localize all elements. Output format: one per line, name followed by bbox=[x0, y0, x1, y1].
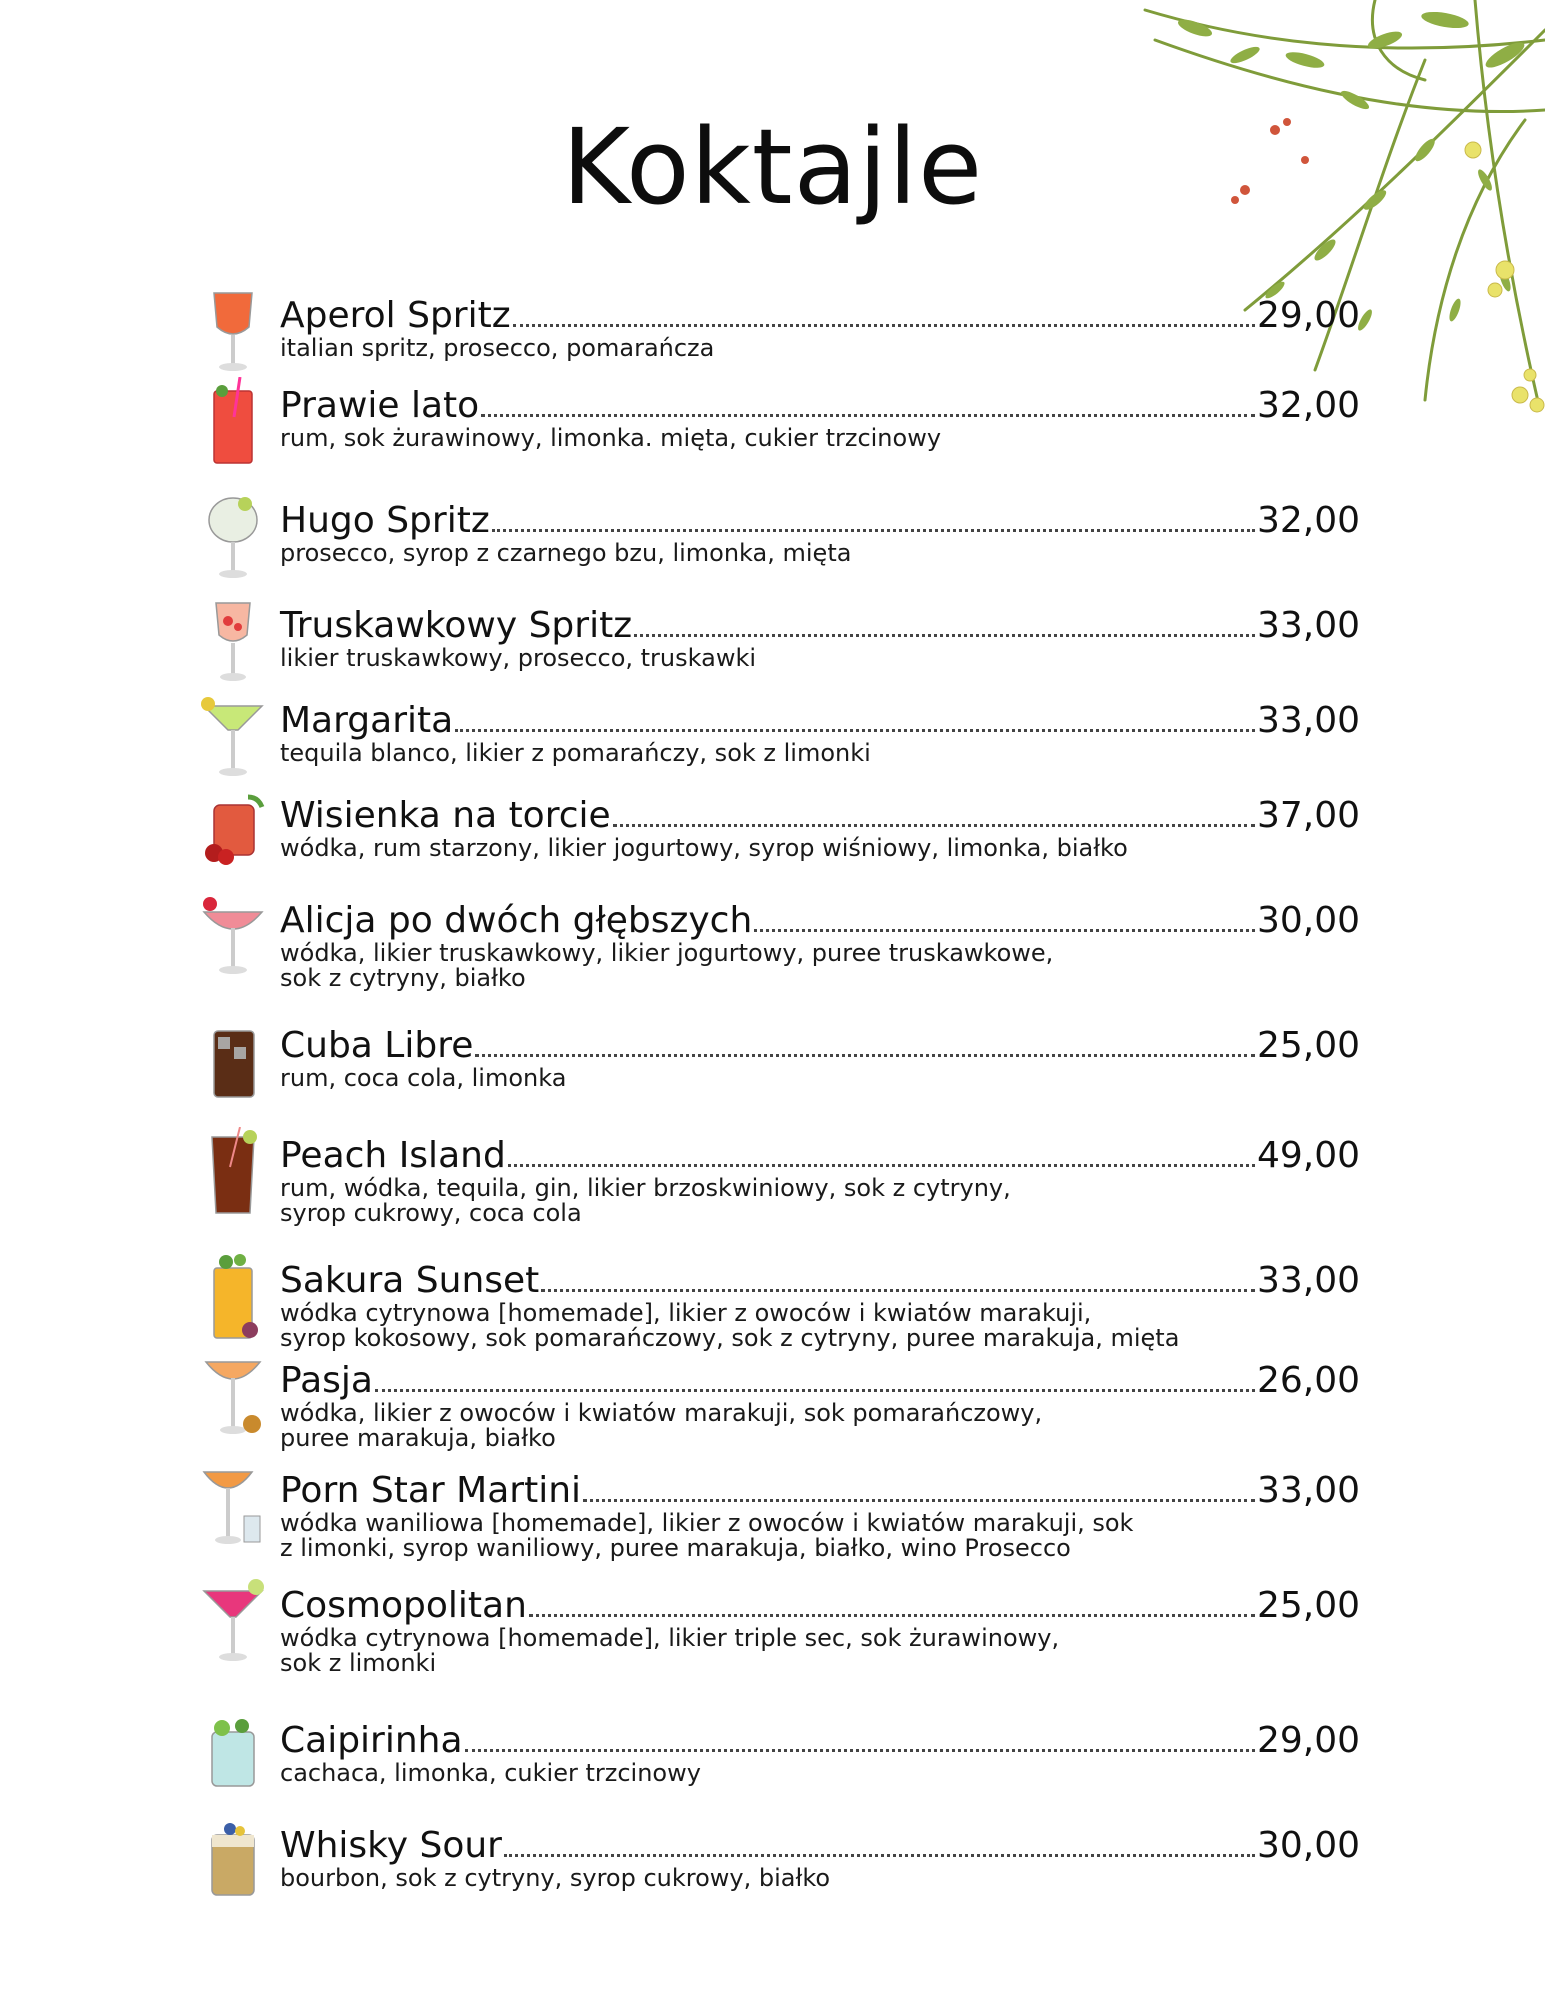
menu-item-description: bourbon, sok z cytryny, syrop cukrowy, białko bbox=[280, 1864, 831, 1893]
menu-item-price: 30,00 bbox=[1256, 900, 1360, 941]
menu-item-header bbox=[280, 900, 1360, 941]
menu-item-price: 29,00 bbox=[1256, 295, 1360, 336]
dot-leader bbox=[613, 820, 1255, 827]
aperol-spritz-glass-icon bbox=[200, 287, 266, 377]
menu-item bbox=[200, 795, 1360, 905]
menu-item-text bbox=[280, 795, 1360, 861]
red-highball-glass-icon bbox=[200, 377, 266, 467]
menu-item-header bbox=[280, 605, 1360, 646]
menu-item-description: wódka, likier truskawkowy, likier jogurtowy, puree truskawkowe, sok z cytryny, białko bbox=[280, 939, 1054, 992]
menu-item bbox=[200, 1825, 1360, 1935]
menu-item-price: 33,00 bbox=[1256, 605, 1360, 646]
menu-item-name: Truskawkowy Spritz bbox=[280, 605, 633, 646]
dot-leader bbox=[504, 1850, 1255, 1857]
menu-item bbox=[200, 1585, 1360, 1695]
menu-item bbox=[200, 605, 1360, 715]
menu-item-price: 32,00 bbox=[1256, 500, 1360, 541]
menu-item-description: italian spritz, prosecco, pomarańcza bbox=[280, 334, 715, 363]
menu-item-price: 33,00 bbox=[1256, 1260, 1360, 1301]
dot-leader bbox=[583, 1495, 1255, 1502]
menu-item-header bbox=[280, 385, 1360, 426]
page-title: Koktajle bbox=[561, 106, 984, 228]
menu-item-description: tequila blanco, likier z pomarańczy, sok z limonki bbox=[280, 739, 871, 768]
menu-item-description: wódka cytrynowa [homemade], likier z owoców i kwiatów marakuji, syrop kokosowy, sok pomarańczowy, sok z cytryny, puree marakuja, mięta bbox=[280, 1299, 1180, 1352]
menu-item-name: Wisienka na torcie bbox=[280, 795, 611, 836]
cuba-libre-glass-icon bbox=[200, 1017, 266, 1107]
menu-item-header bbox=[280, 1585, 1360, 1626]
menu-item-text bbox=[280, 1470, 1360, 1560]
menu-item bbox=[200, 385, 1360, 495]
menu-item bbox=[200, 500, 1360, 610]
menu-item-price: 49,00 bbox=[1256, 1135, 1360, 1176]
menu-item-description: likier truskawkowy, prosecco, truskawki bbox=[280, 644, 757, 673]
menu-item bbox=[200, 1135, 1360, 1245]
menu-item bbox=[200, 1260, 1360, 1370]
menu-item-price: 30,00 bbox=[1256, 1825, 1360, 1866]
menu-item-text bbox=[280, 1135, 1360, 1225]
menu-item bbox=[200, 1470, 1360, 1580]
menu-item-name: Prawie lato bbox=[280, 385, 480, 426]
dot-leader bbox=[508, 1160, 1255, 1167]
menu-item-description: wódka waniliowa [homemade], likier z owoców i kwiatów marakuji, sok z limonki, syrop waniliowy, puree marakuja, białko, wino Prosecco bbox=[280, 1509, 1134, 1562]
menu-item-text bbox=[280, 1720, 1360, 1786]
menu-item-header bbox=[280, 500, 1360, 541]
strawberry-spritz-glass-icon bbox=[200, 597, 266, 687]
menu-item bbox=[200, 900, 1360, 1010]
menu-item-name: Porn Star Martini bbox=[280, 1470, 582, 1511]
menu-item-text bbox=[280, 1360, 1360, 1450]
menu-item-header bbox=[280, 700, 1360, 741]
menu-item-name: Alicja po dwóch głębszych bbox=[280, 900, 753, 941]
menu-item-header bbox=[280, 1260, 1360, 1301]
cosmopolitan-glass-icon bbox=[200, 1577, 266, 1667]
margarita-glass-icon bbox=[200, 692, 266, 782]
menu-item-header bbox=[280, 1360, 1360, 1401]
menu-item-name: Hugo Spritz bbox=[280, 500, 490, 541]
menu-item-name: Pasja bbox=[280, 1360, 373, 1401]
dot-leader bbox=[634, 630, 1255, 637]
tropical-highball-icon bbox=[200, 1252, 266, 1342]
menu-item-text bbox=[280, 1260, 1360, 1350]
dot-leader bbox=[455, 725, 1255, 732]
menu-item-text bbox=[280, 605, 1360, 671]
menu-item-price: 33,00 bbox=[1256, 700, 1360, 741]
menu-item-header bbox=[280, 1825, 1360, 1866]
menu-item-name: Cuba Libre bbox=[280, 1025, 474, 1066]
menu-item-price: 33,00 bbox=[1256, 1470, 1360, 1511]
whisky-sour-glass-icon bbox=[200, 1817, 266, 1907]
menu-item-description: wódka, rum starzony, likier jogurtowy, syrop wiśniowy, limonka, białko bbox=[280, 834, 1128, 863]
menu-item-header bbox=[280, 1025, 1360, 1066]
menu-item-name: Aperol Spritz bbox=[280, 295, 511, 336]
menu-item-name: Whisky Sour bbox=[280, 1825, 502, 1866]
menu-item-description: rum, sok żurawinowy, limonka. mięta, cukier trzcinowy bbox=[280, 424, 942, 453]
menu-item-price: 29,00 bbox=[1256, 1720, 1360, 1761]
hugo-spritz-glass-icon bbox=[200, 492, 266, 582]
menu-item-text bbox=[280, 295, 1360, 361]
menu-item-description: rum, wódka, tequila, gin, likier brzoskwiniowy, sok z cytryny, syrop cukrowy, coca cola bbox=[280, 1174, 1011, 1227]
menu-item-text bbox=[280, 900, 1360, 990]
dot-leader bbox=[375, 1385, 1255, 1392]
dot-leader bbox=[465, 1745, 1255, 1752]
menu-item bbox=[200, 1720, 1360, 1830]
menu-item-description: rum, coca cola, limonka bbox=[280, 1064, 567, 1093]
menu-item-description: wódka cytrynowa [homemade], likier triple sec, sok żurawinowy, sok z limonki bbox=[280, 1624, 1060, 1677]
dot-leader bbox=[492, 525, 1255, 532]
menu-item-description: wódka, likier z owoców i kwiatów marakuji, sok pomarańczowy, puree marakuja, białko bbox=[280, 1399, 1043, 1452]
caipirinha-glass-icon bbox=[200, 1712, 266, 1802]
menu-item-description: cachaca, limonka, cukier trzcinowy bbox=[280, 1759, 701, 1788]
dot-leader bbox=[529, 1610, 1255, 1617]
pink-coupe-glass-icon bbox=[200, 892, 266, 982]
menu-item-text bbox=[280, 500, 1360, 566]
menu-item-price: 32,00 bbox=[1256, 385, 1360, 426]
menu-item-text bbox=[280, 1585, 1360, 1675]
menu-item-price: 37,00 bbox=[1256, 795, 1360, 836]
menu-item-header bbox=[280, 295, 1360, 336]
menu-item-header bbox=[280, 1470, 1360, 1511]
menu-item bbox=[200, 700, 1360, 810]
menu-item-name: Sakura Sunset bbox=[280, 1260, 540, 1301]
menu-item-name: Cosmopolitan bbox=[280, 1585, 527, 1626]
menu-item-name: Peach Island bbox=[280, 1135, 506, 1176]
menu-item-name: Caipirinha bbox=[280, 1720, 463, 1761]
menu-item-price: 26,00 bbox=[1256, 1360, 1360, 1401]
menu-item-text bbox=[280, 1025, 1360, 1091]
menu-item-text bbox=[280, 385, 1360, 451]
dot-leader bbox=[481, 410, 1255, 417]
iced-tea-glass-icon bbox=[200, 1127, 266, 1217]
dot-leader bbox=[475, 1050, 1255, 1057]
dot-leader bbox=[541, 1285, 1255, 1292]
menu-item bbox=[200, 1360, 1360, 1470]
menu-item-header bbox=[280, 1720, 1360, 1761]
dot-leader bbox=[754, 925, 1255, 932]
menu-item-price: 25,00 bbox=[1256, 1585, 1360, 1626]
cherry-cocktail-icon bbox=[200, 787, 266, 877]
menu-item-name: Margarita bbox=[280, 700, 454, 741]
menu-item-text bbox=[280, 1825, 1360, 1891]
menu-item-description: prosecco, syrop z czarnego bzu, limonka, mięta bbox=[280, 539, 852, 568]
menu-item bbox=[200, 1025, 1360, 1135]
dot-leader bbox=[513, 320, 1255, 327]
menu-item-header bbox=[280, 795, 1360, 836]
menu-item-header bbox=[280, 1135, 1360, 1176]
menu-item-price: 25,00 bbox=[1256, 1025, 1360, 1066]
menu-item-text bbox=[280, 700, 1360, 766]
pornstar-martini-icon bbox=[200, 1462, 266, 1552]
passion-fruit-coupe-icon bbox=[200, 1352, 266, 1442]
